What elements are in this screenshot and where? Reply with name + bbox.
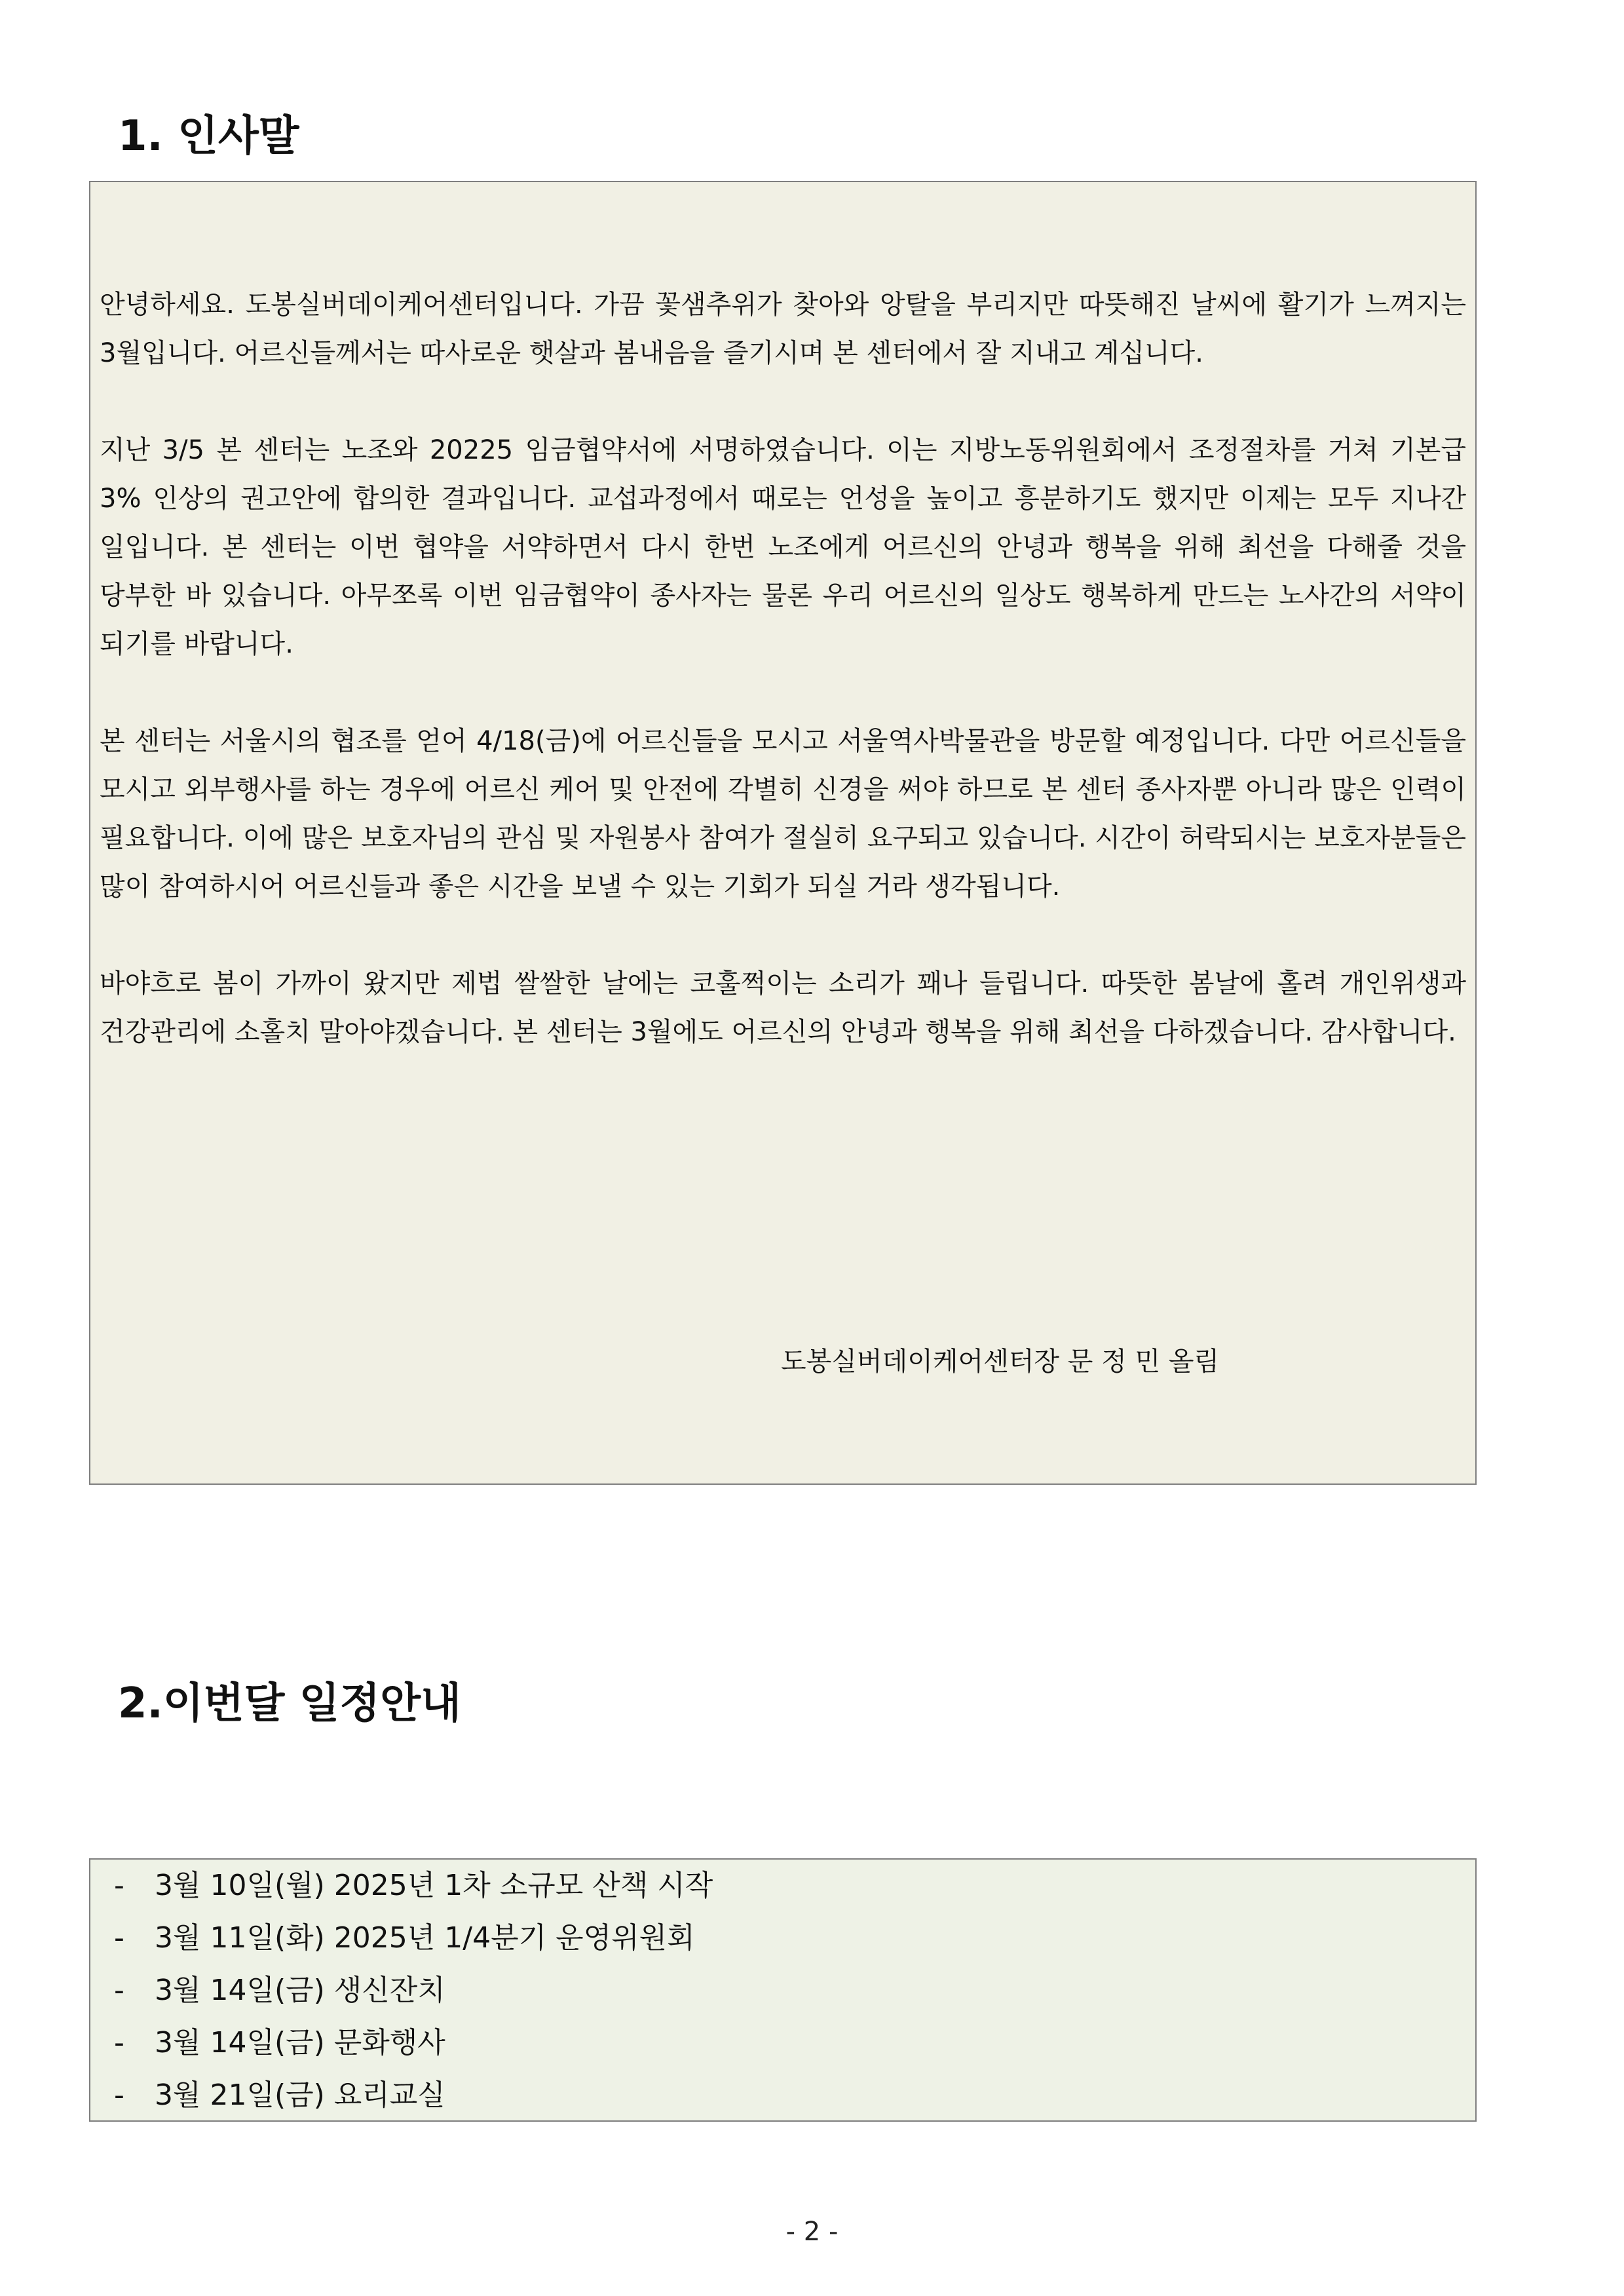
- greeting-box: [89, 181, 1477, 1485]
- bullet-dash: -: [114, 2078, 124, 2112]
- greeting-paragraph: 지난 3/5 본 센터는 노조와 20225 임금협약서에 서명하였습니다. 이는 지방노동위원회에서 조정절차를 거쳐 기본급 3% 인상의 권고안에 합의한 결과입니다. 교섭과정에서 때로는 언성을 높이고 흥분하기도 했지만 이제는 모두 지나간 일입니다. 본 센터는 이번 협약을 서약하면서 다시 한번 노조에게 어르신의 안녕과 행복을 위해 최선을 다해줄 것을 당부한 바 있습니다. 아무쪼록 이번 임금협약이 종사자는 물론 우리 어르신의 일상도 행복하게 만드는 노사간의 서약이 되기를 바랍니다.: [100, 435, 1466, 659]
- schedule-box: [89, 1858, 1477, 2122]
- bullet-dash: -: [114, 1921, 124, 1955]
- page-number: - 2 -: [785, 2217, 839, 2247]
- schedule-item-text: 3월 21일(금) 요리교실: [155, 2078, 445, 2112]
- schedule-list: [114, 1860, 1475, 2122]
- bullet-dash: -: [114, 2026, 124, 2059]
- greeting-paragraph: 본 센터는 서울시의 협조를 얻어 4/18(금)에 어르신들을 모시고 서울역사박물관을 방문할 예정입니다. 다만 어르신들을 모시고 외부행사를 하는 경우에 어르신 케어 및 안전에 각별히 신경을 써야 하므로 본 센터 종사자뿐 아니라 많은 인력이 필요합니다. 이에 많은 보호자님의 관심 및 자원봉사 참여가 절실히 요구되고 있습니다. 시간이 허락되시는 보호자분들은 많이 참여하시어 어르신들과 좋은 시간을 보낼 수 있는 기회가 되실 거라 생각됩니다.: [100, 726, 1466, 902]
- schedule-item-text: 3월 14일(금) 생신잔치: [155, 1974, 445, 2007]
- section-heading-schedule: 2.이번달 일정안내: [118, 1679, 461, 1728]
- bullet-dash: -: [114, 1974, 124, 2007]
- schedule-item: [114, 1860, 1475, 1912]
- schedule-item: [114, 1912, 1475, 1964]
- signature: 도봉실버데이케어센터장 문 정 민 올림: [781, 1347, 1220, 1377]
- schedule-item: [114, 1964, 1475, 2017]
- greeting-paragraph: 안녕하세요. 도봉실버데이케어센터입니다. 가끔 꽃샘추위가 찾아와 앙탈을 부리지만 따뜻해진 날씨에 활기가 느껴지는 3월입니다. 어르신들께서는 따사로운 햇살과 봄내음을 즐기시며 본 센터에서 잘 지내고 계십니다.: [100, 290, 1466, 368]
- bullet-dash: -: [114, 1869, 124, 1902]
- schedule-item: [114, 2017, 1475, 2069]
- schedule-item-text: 3월 14일(금) 문화행사: [155, 2026, 445, 2059]
- schedule-item-text: 3월 10일(월) 2025년 1차 소규모 산책 시작: [155, 1869, 713, 1902]
- schedule-item: [114, 2069, 1475, 2122]
- section-heading-greeting: 1. 인사말: [118, 112, 299, 161]
- greeting-paragraph: 바야흐로 봄이 가까이 왔지만 제법 쌀쌀한 날에는 코훌쩍이는 소리가 꽤나 들립니다. 따뜻한 봄날에 홀려 개인위생과 건강관리에 소홀치 말아야겠습니다. 본 센터는 3월에도 어르신의 안녕과 행복을 위해 최선을 다하겠습니다. 감사합니다.: [100, 968, 1466, 1047]
- schedule-item-text: 3월 11일(화) 2025년 1/4분기 운영위원회: [155, 1921, 695, 1955]
